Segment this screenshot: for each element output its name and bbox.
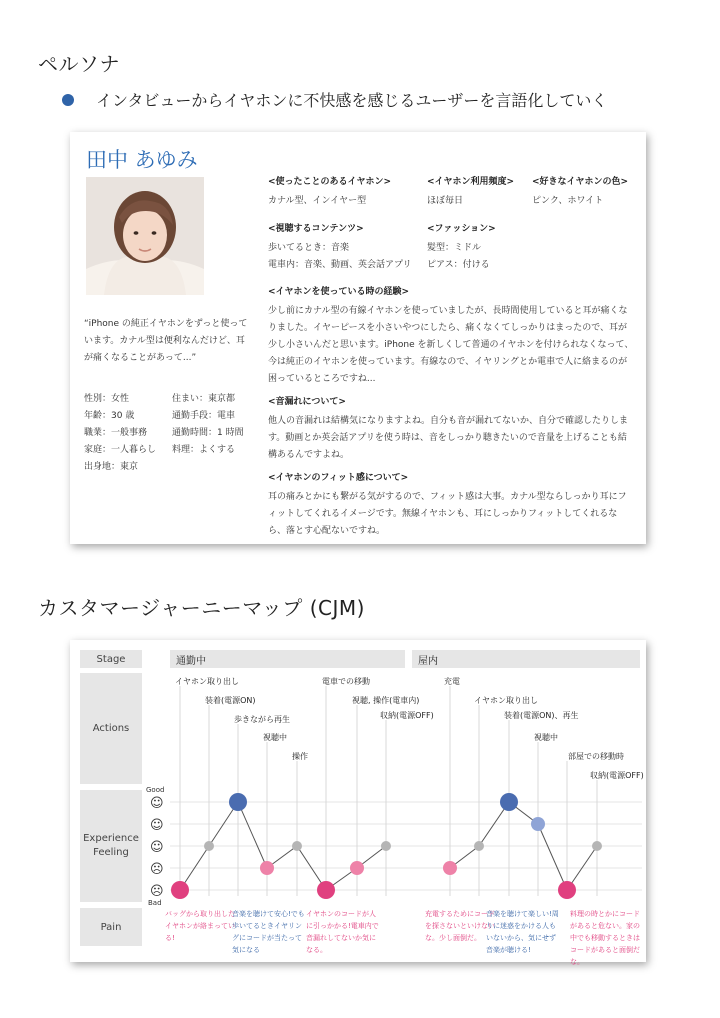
action-label: 視聴中	[534, 733, 558, 742]
feeling-point	[531, 817, 545, 831]
sad-face-icon: ☹	[150, 862, 164, 877]
sound-leak: <音漏れについて> 他人の音漏れは結構気になりますよね。自分も音が漏れてないか、自分で確認したりします。動画とか英会話アプリを使う時は、音をしっかり聴きたいので音量を上げることも結構あるんですよね。	[268, 397, 629, 460]
usage-frequency: <イヤホン利用頻度> ほぼ毎日	[427, 177, 515, 206]
feeling-point	[443, 861, 457, 875]
fact-row: 年齢：30 歳 通勤手段：電車	[84, 411, 236, 421]
action-label: 歩きながら再生	[234, 715, 290, 724]
very-sad-face-icon: ☹	[150, 884, 164, 899]
bad-label: Bad	[148, 899, 162, 907]
fact-row: 性別：女性 住まい：東京都	[84, 394, 236, 404]
feeling-point	[229, 793, 247, 811]
feeling-point	[500, 793, 518, 811]
pain-note: イヤホンのコードが人に引っかかる!電車内で音漏れしてないか気になる。	[306, 910, 379, 954]
action-label: 収納(電源OFF)	[380, 711, 434, 720]
feeling-point	[292, 841, 302, 851]
persona-portrait-icon	[86, 177, 204, 295]
cjm-card	[70, 640, 646, 966]
used-earphones: <使ったことのあるイヤホン> カナル型、インイヤー型	[268, 177, 392, 206]
action-label: 収納(電源OFF)	[590, 771, 644, 780]
action-label: イヤホン取り出し	[175, 677, 239, 686]
cjm-heading: カスタマージャーニーマップ (CJM)	[38, 596, 365, 620]
feeling-point	[171, 881, 189, 899]
feeling-point	[260, 861, 274, 875]
pain-note: 充電するためにコードを探さないといけないな。少し面倒だ。	[425, 910, 495, 942]
pain-note: 料理の時とかにコードがあると危ない。家の中でも移動するときはコードがあると面倒だな。	[570, 910, 640, 966]
feeling-point	[317, 881, 335, 899]
fashion: <ファッション> 髪型：ミドル ピアス：付ける	[427, 224, 496, 270]
feeling-point	[350, 861, 364, 875]
action-label: 充電	[444, 677, 460, 686]
pain-note: バッグから取り出したイヤホンが絡まっている!	[165, 910, 235, 942]
usage-experience: <イヤホンを使っている時の経験> 少し前にカナル型の有線イヤホンを使っていましたが、長時間使用していると耳が痛くなりました。イヤーピースを小さいやつにしたら、痛くなくてしっかりはまったので、耳が少し小さいんだと思います。iPhone を新しくして普通のイヤホンを付けられなくなって、今は純正のイヤホンを使っています。有線なので、イヤリングとか電車で人に絡まるのが困っているところですね...	[268, 287, 634, 384]
pain-note: 音楽を聴けて安心!でも歩いてるときイヤリングにコードが当たって気になる	[232, 910, 305, 954]
action-label: 装着(電源ON)、再生	[504, 711, 579, 720]
fact-row: 家庭：一人暮らし 料理：よくする	[84, 445, 236, 455]
persona-photo	[86, 177, 204, 295]
persona-name: 田中 あゆみ	[86, 148, 198, 172]
favorite-color: <好きなイヤホンの色> ピンク、ホワイト	[532, 177, 629, 206]
persona-heading: ペルソナ	[38, 52, 120, 76]
bullet-text: インタビューからイヤホンに不快感を感じるユーザーを言語化していく	[96, 91, 608, 110]
action-label: 電車での移動	[322, 677, 370, 686]
feeling-point	[592, 841, 602, 851]
stage-label: Stage	[80, 650, 142, 668]
feeling-point	[558, 881, 576, 899]
actions-label: Actions	[80, 673, 142, 784]
action-label: 操作	[292, 752, 308, 761]
earphone-fit: <イヤホンのフィット感について> 耳の痛みとかにも繋がる気がするので、フィット感は大事。カナル型ならしっかり耳にフィットしてくれるイメージです。無線イヤホンも、耳にしっかりフィットしてくれるなら、落とす心配ないですね。	[268, 473, 627, 536]
persona-bullet	[62, 88, 607, 111]
persona-facts	[84, 391, 262, 476]
action-label: 部屋での移動時	[568, 752, 624, 761]
fact-row: 出身地：東京	[84, 462, 139, 472]
fact-row: 職業：一般事務 通勤時間：1 時間	[84, 428, 244, 438]
very-happy-face-icon: ☺	[150, 796, 164, 811]
neutral-face-icon: ☺	[150, 840, 164, 855]
stage-commute: 通勤中	[170, 650, 405, 668]
stage-indoor: 屋内	[412, 650, 640, 668]
action-label: 視聴中	[263, 733, 287, 742]
bullet-dot-icon	[62, 94, 74, 106]
good-label: Good	[146, 786, 165, 794]
action-label: イヤホン取り出し	[474, 696, 538, 705]
happy-face-icon: ☺	[150, 818, 164, 833]
action-label: 装着(電源ON)	[205, 696, 256, 705]
feeling-point	[474, 841, 484, 851]
pain-note: 音楽を聴けて楽しい!周りに迷惑をかける人もいないから、気にせず音楽が聴ける!	[486, 910, 559, 954]
action-label: 視聴, 操作(電車内)	[352, 696, 420, 705]
watched-content: <視聴するコンテンツ> 歩いてるとき：音楽 電車内：音楽、動画、英会話アプリ	[268, 224, 412, 270]
feeling-point	[204, 841, 214, 851]
persona-card	[70, 132, 646, 544]
experience-label: Experience Feeling	[80, 790, 142, 902]
persona-quote: “iPhone の純正イヤホンをずっと使っています。カナル型は便利なんだけど、耳が痛くなることがあって...”	[84, 319, 248, 363]
pain-label: Pain	[80, 908, 142, 946]
feeling-point	[381, 841, 391, 851]
